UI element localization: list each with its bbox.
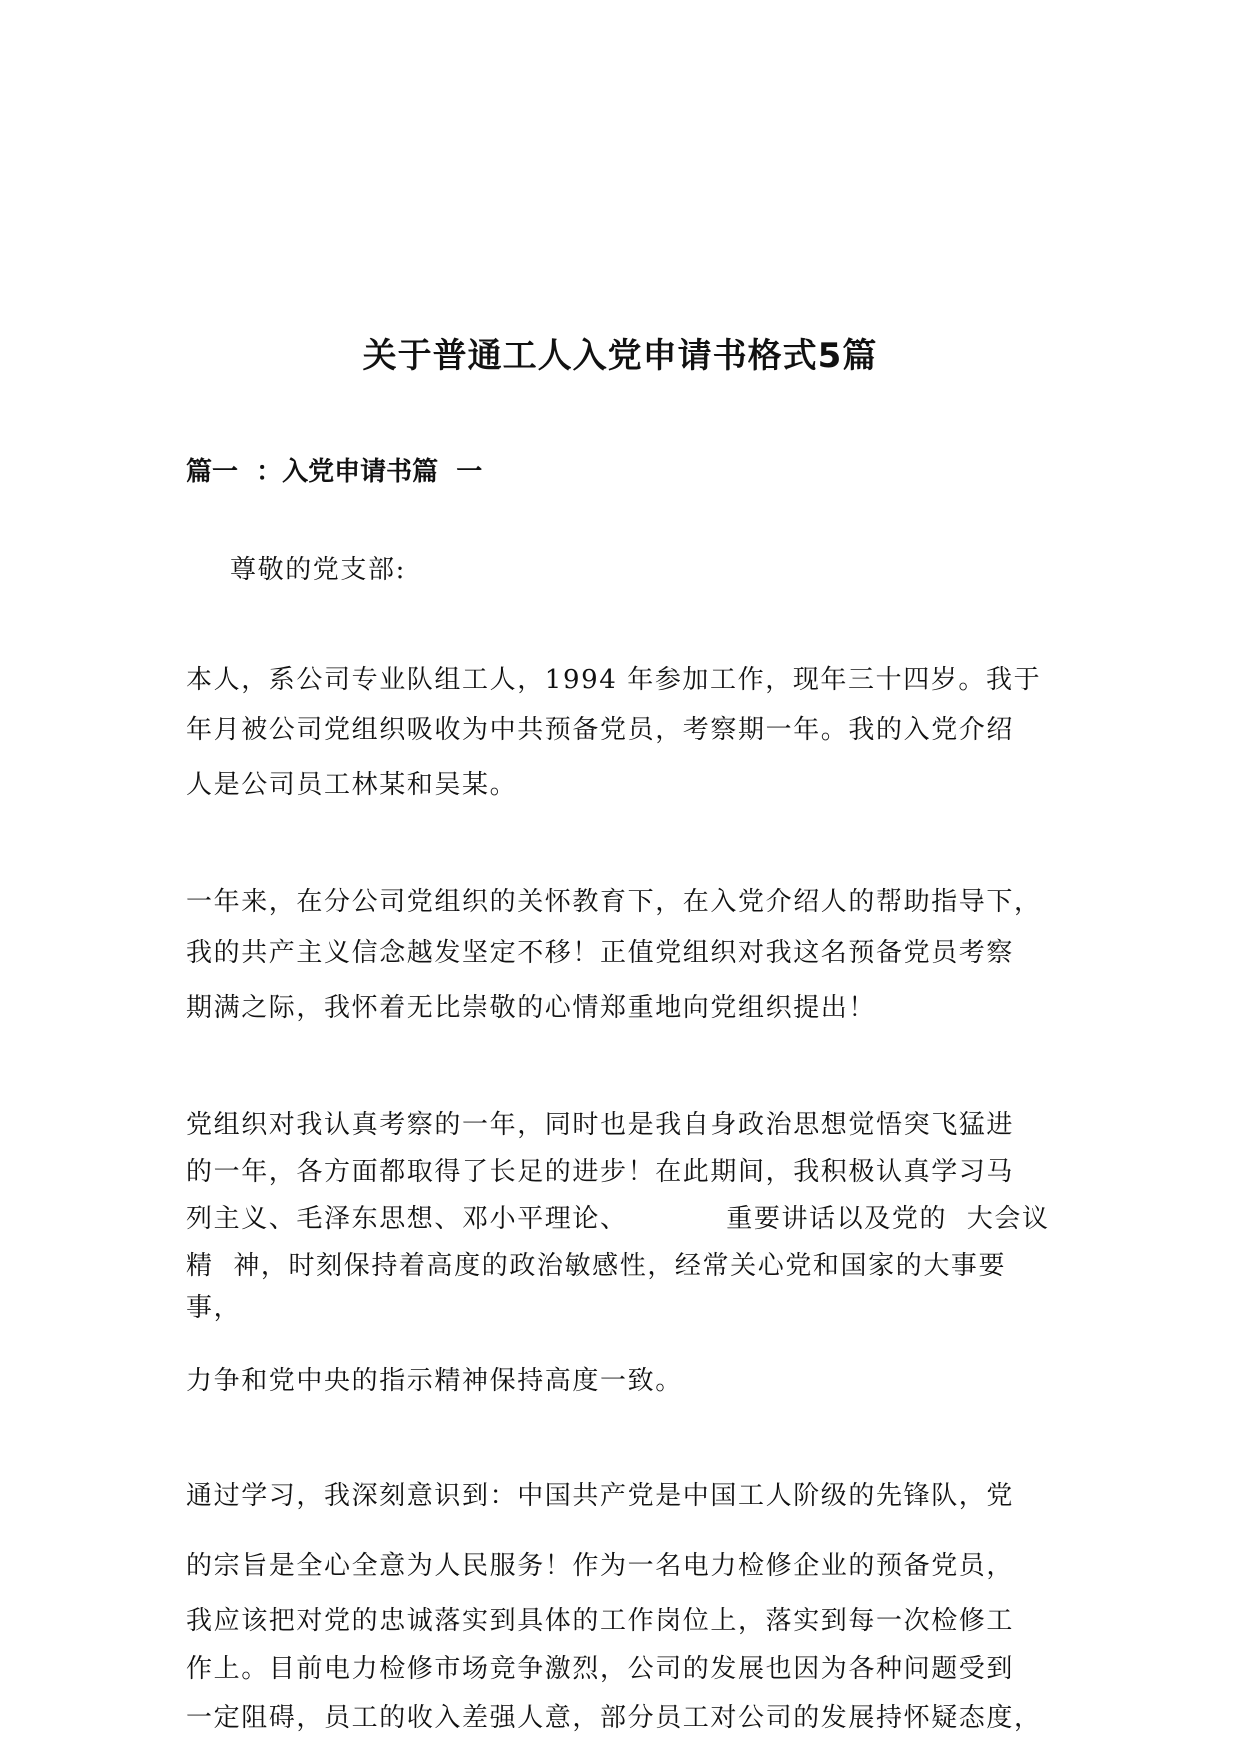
paragraph-line: 我应该把对党的忠诚落实到具体的工作岗位上，落实到每一次检修工	[186, 1606, 1015, 1636]
paragraph-line: 通过学习，我深刻意识到：中国共产党是中国工人阶级的先锋队，党	[186, 1481, 1015, 1511]
paragraph-line: 列主义、毛泽东思想、邓小平理论、 重要讲话以及党的 大会议	[186, 1204, 1050, 1234]
paragraph-line: 的宗旨是全心全意为人民服务！作为一名电力检修企业的预备党员，	[186, 1551, 1015, 1581]
paragraph-line: 一定阻碍，员工的收入差强人意，部分员工对公司的发展持怀疑态度，	[186, 1703, 1042, 1733]
paragraph-line: 作上。目前电力检修市场竞争激烈，公司的发展也因为各种问题受到	[186, 1654, 1015, 1684]
paragraph-line: 本人，系公司专业队组工人，1994 年参加工作，现年三十四岁。我于	[186, 665, 1042, 695]
paragraph-line: 事，	[186, 1293, 242, 1323]
paragraph-line: 期满之际，我怀着无比崇敬的心情郑重地向党组织提出！	[186, 993, 877, 1023]
section-heading: 篇一 ：入党申请书篇 一	[186, 457, 483, 487]
paragraph-line: 力争和党中央的指示精神保持高度一致。	[186, 1366, 683, 1396]
paragraph-line: 党组织对我认真考察的一年，同时也是我自身政治思想觉悟突飞猛进	[186, 1110, 1015, 1140]
paragraph-line: 精 神，时刻保持着高度的政治敏感性，经常关心党和国家的大事要	[186, 1251, 1007, 1281]
paragraph-line: 年月被公司党组织吸收为中共预备党员，考察期一年。我的入党介绍	[186, 715, 1015, 745]
paragraph-line: 的一年，各方面都取得了长足的进步！在此期间，我积极认真学习马	[186, 1157, 1015, 1187]
paragraph-line: 人是公司员工林某和吴某。	[186, 770, 518, 800]
salutation: 尊敬的党支部:	[230, 555, 406, 585]
paragraph-line: 一年来，在分公司党组织的关怀教育下，在入党介绍人的帮助指导下，	[186, 887, 1042, 917]
document-title: 关于普通工人入党申请书格式5篇	[362, 336, 878, 376]
paragraph-line: 我的共产主义信念越发坚定不移！正值党组织对我这名预备党员考察	[186, 938, 1015, 968]
